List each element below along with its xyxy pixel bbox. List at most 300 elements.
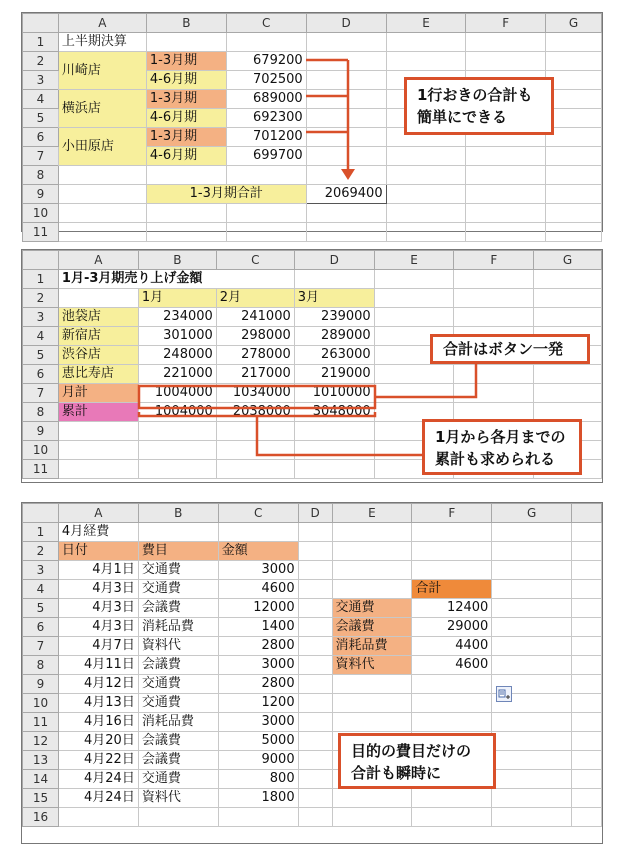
cell[interactable] — [492, 523, 572, 542]
cell[interactable] — [492, 751, 572, 770]
cell[interactable] — [572, 694, 602, 713]
row-header[interactable]: 6 — [23, 365, 59, 384]
cell[interactable] — [546, 185, 602, 204]
row-header[interactable]: 9 — [23, 185, 59, 204]
cell[interactable] — [492, 770, 572, 789]
category-cell[interactable]: 会議費 — [138, 732, 218, 751]
category-cell[interactable]: 会議費 — [138, 751, 218, 770]
value-cell[interactable]: 289000 — [294, 327, 374, 346]
period-cell[interactable]: 4-6月期 — [146, 109, 226, 128]
cell[interactable] — [332, 675, 412, 694]
cell[interactable] — [546, 204, 602, 223]
value-cell[interactable]: 278000 — [216, 346, 294, 365]
cell[interactable] — [298, 770, 332, 789]
amount-cell[interactable]: 3000 — [218, 713, 298, 732]
cell[interactable] — [226, 223, 306, 242]
cell[interactable] — [332, 523, 412, 542]
cell[interactable] — [298, 656, 332, 675]
col-header[interactable]: B — [138, 251, 216, 270]
title-cell[interactable]: 1月-3月期売り上げ金額 — [58, 270, 294, 289]
cell[interactable] — [546, 147, 602, 166]
cell[interactable] — [146, 204, 226, 223]
row-header[interactable]: 16 — [23, 808, 59, 827]
cell[interactable] — [454, 384, 534, 403]
cell[interactable] — [572, 542, 602, 561]
period-cell[interactable]: 4-6月期 — [146, 71, 226, 90]
cell[interactable] — [572, 523, 602, 542]
row-header[interactable]: 1 — [23, 270, 59, 289]
cell[interactable] — [332, 713, 412, 732]
cell[interactable] — [386, 33, 466, 52]
cell[interactable] — [534, 308, 602, 327]
category-cell[interactable]: 会議費 — [138, 599, 218, 618]
value-cell[interactable]: 239000 — [294, 308, 374, 327]
summary-label-cell[interactable]: 会議費 — [332, 618, 412, 637]
cell[interactable] — [454, 289, 534, 308]
row-header[interactable]: 10 — [23, 694, 59, 713]
cell[interactable] — [412, 542, 492, 561]
cell[interactable] — [386, 185, 466, 204]
monthly-total-cell[interactable]: 1034000 — [216, 384, 294, 403]
cell[interactable] — [534, 289, 602, 308]
cell[interactable] — [332, 580, 412, 599]
period-cell[interactable]: 1-3月期 — [146, 52, 226, 71]
cell[interactable] — [298, 713, 332, 732]
store-cell[interactable]: 恵比寿店 — [58, 365, 138, 384]
cell[interactable] — [58, 185, 146, 204]
cell[interactable] — [332, 789, 412, 808]
col-header[interactable]: G — [546, 14, 602, 33]
cell[interactable] — [492, 618, 572, 637]
cell[interactable] — [138, 808, 218, 827]
value-cell[interactable]: 699700 — [226, 147, 306, 166]
row-header[interactable]: 6 — [23, 618, 59, 637]
cell[interactable] — [226, 204, 306, 223]
row-header[interactable]: 7 — [23, 384, 59, 403]
cell[interactable] — [466, 52, 546, 71]
col-header[interactable]: B — [138, 504, 218, 523]
cell[interactable] — [412, 713, 492, 732]
cumulative-total-cell[interactable]: 3048000 — [294, 403, 374, 422]
col-header[interactable]: F — [466, 14, 546, 33]
cell[interactable] — [492, 599, 572, 618]
col-header[interactable] — [572, 504, 602, 523]
cell[interactable] — [572, 732, 602, 751]
amount-cell[interactable]: 1200 — [218, 694, 298, 713]
monthly-total-cell[interactable]: 1010000 — [294, 384, 374, 403]
row-header[interactable]: 10 — [23, 441, 59, 460]
cell[interactable] — [466, 223, 546, 242]
cell[interactable] — [534, 365, 602, 384]
category-cell[interactable]: 消耗品費 — [138, 618, 218, 637]
row-header[interactable]: 12 — [23, 732, 59, 751]
cell[interactable] — [572, 637, 602, 656]
cell[interactable] — [58, 204, 146, 223]
row-header[interactable]: 5 — [23, 109, 59, 128]
store-cell[interactable]: 横浜店 — [58, 90, 146, 128]
summary-value-cell[interactable]: 4400 — [412, 637, 492, 656]
cell[interactable] — [412, 561, 492, 580]
cell[interactable] — [572, 561, 602, 580]
col-header[interactable]: D — [294, 251, 374, 270]
cell[interactable] — [146, 223, 226, 242]
summary-label-cell[interactable]: 交通費 — [332, 599, 412, 618]
value-cell[interactable]: 221000 — [138, 365, 216, 384]
row-header[interactable]: 14 — [23, 770, 59, 789]
cell[interactable] — [306, 128, 386, 147]
cell[interactable] — [492, 732, 572, 751]
amount-cell[interactable]: 5000 — [218, 732, 298, 751]
total-value-cell[interactable]: 2069400 — [306, 185, 386, 204]
cell[interactable] — [294, 441, 374, 460]
amount-cell[interactable]: 1800 — [218, 789, 298, 808]
value-cell[interactable]: 689000 — [226, 90, 306, 109]
cell[interactable] — [374, 365, 454, 384]
cell[interactable] — [374, 384, 454, 403]
row-header[interactable]: 4 — [23, 580, 59, 599]
date-cell[interactable]: 4月3日 — [58, 580, 138, 599]
cell[interactable] — [572, 789, 602, 808]
cell[interactable] — [466, 33, 546, 52]
month-header[interactable]: 3月 — [294, 289, 374, 308]
col-header[interactable]: G — [534, 251, 602, 270]
row-header[interactable]: 5 — [23, 599, 59, 618]
cell[interactable] — [386, 223, 466, 242]
cell[interactable] — [298, 732, 332, 751]
month-header[interactable]: 2月 — [216, 289, 294, 308]
value-cell[interactable]: 298000 — [216, 327, 294, 346]
cell[interactable] — [298, 751, 332, 770]
summary-label-cell[interactable]: 資料代 — [332, 656, 412, 675]
cell[interactable] — [572, 580, 602, 599]
column-header-cell[interactable]: 費目 — [138, 542, 218, 561]
cell[interactable] — [298, 618, 332, 637]
cell[interactable] — [492, 542, 572, 561]
date-cell[interactable]: 4月13日 — [58, 694, 138, 713]
cell[interactable] — [138, 460, 216, 479]
col-header[interactable]: A — [58, 14, 146, 33]
period-cell[interactable]: 1-3月期 — [146, 128, 226, 147]
corner-cell[interactable] — [23, 504, 59, 523]
cell[interactable] — [306, 109, 386, 128]
value-cell[interactable]: 248000 — [138, 346, 216, 365]
col-header[interactable]: A — [58, 251, 138, 270]
row-header[interactable]: 11 — [23, 223, 59, 242]
col-header[interactable]: C — [226, 14, 306, 33]
cell[interactable] — [306, 52, 386, 71]
row-header[interactable]: 7 — [23, 147, 59, 166]
cell[interactable] — [572, 618, 602, 637]
cell[interactable] — [454, 365, 534, 384]
cell[interactable] — [412, 523, 492, 542]
cell[interactable] — [58, 460, 138, 479]
cell[interactable] — [546, 33, 602, 52]
cell[interactable] — [306, 33, 386, 52]
cell[interactable] — [412, 694, 492, 713]
cell[interactable] — [412, 808, 492, 827]
store-cell[interactable]: 新宿店 — [58, 327, 138, 346]
col-header[interactable]: G — [492, 504, 572, 523]
cell[interactable] — [386, 166, 466, 185]
cell[interactable] — [492, 789, 572, 808]
cell[interactable] — [138, 441, 216, 460]
row-header[interactable]: 7 — [23, 637, 59, 656]
monthly-total-cell[interactable]: 1004000 — [138, 384, 216, 403]
cell[interactable] — [492, 808, 572, 827]
category-cell[interactable]: 消耗品費 — [138, 713, 218, 732]
col-header[interactable]: C — [216, 251, 294, 270]
row-header[interactable]: 8 — [23, 656, 59, 675]
cell[interactable] — [386, 52, 466, 71]
cell[interactable] — [572, 656, 602, 675]
month-header[interactable]: 1月 — [138, 289, 216, 308]
row-header[interactable]: 1 — [23, 33, 59, 52]
cumulative-total-cell[interactable]: 1004000 — [138, 403, 216, 422]
cell[interactable] — [466, 166, 546, 185]
cell[interactable] — [58, 289, 138, 308]
corner-cell[interactable] — [23, 14, 59, 33]
cell[interactable] — [298, 561, 332, 580]
cell[interactable] — [226, 33, 306, 52]
period-cell[interactable]: 1-3月期 — [146, 90, 226, 109]
row-header[interactable]: 5 — [23, 346, 59, 365]
cell[interactable] — [546, 166, 602, 185]
amount-cell[interactable]: 4600 — [218, 580, 298, 599]
date-cell[interactable]: 4月16日 — [58, 713, 138, 732]
cell[interactable] — [294, 270, 374, 289]
cell[interactable] — [412, 675, 492, 694]
date-cell[interactable]: 4月1日 — [58, 561, 138, 580]
cell[interactable] — [492, 713, 572, 732]
cell[interactable] — [492, 637, 572, 656]
title-cell[interactable]: 4月経費 — [58, 523, 138, 542]
date-cell[interactable]: 4月20日 — [58, 732, 138, 751]
corner-cell[interactable] — [23, 251, 59, 270]
cell[interactable] — [218, 523, 298, 542]
date-cell[interactable]: 4月24日 — [58, 789, 138, 808]
cell[interactable] — [58, 422, 138, 441]
amount-cell[interactable]: 12000 — [218, 599, 298, 618]
value-cell[interactable]: 217000 — [216, 365, 294, 384]
cell[interactable] — [298, 808, 332, 827]
cell[interactable] — [216, 441, 294, 460]
value-cell[interactable]: 241000 — [216, 308, 294, 327]
row-header[interactable]: 13 — [23, 751, 59, 770]
cell[interactable] — [572, 808, 602, 827]
cell[interactable] — [58, 166, 146, 185]
total-label-cell[interactable]: 1-3月期合計 — [146, 185, 306, 204]
cell[interactable] — [306, 204, 386, 223]
row-header[interactable]: 11 — [23, 460, 59, 479]
row-header[interactable]: 10 — [23, 204, 59, 223]
row-header[interactable]: 6 — [23, 128, 59, 147]
amount-cell[interactable]: 9000 — [218, 751, 298, 770]
col-header[interactable]: C — [218, 504, 298, 523]
cell[interactable] — [466, 147, 546, 166]
cell[interactable] — [58, 223, 146, 242]
date-cell[interactable]: 4月22日 — [58, 751, 138, 770]
row-header[interactable]: 2 — [23, 542, 59, 561]
monthly-label-cell[interactable]: 月計 — [58, 384, 138, 403]
store-cell[interactable]: 池袋店 — [58, 308, 138, 327]
store-cell[interactable]: 渋谷店 — [58, 346, 138, 365]
summary-header-cell[interactable]: 合計 — [412, 580, 492, 599]
cell[interactable] — [298, 637, 332, 656]
value-cell[interactable]: 263000 — [294, 346, 374, 365]
date-cell[interactable]: 4月12日 — [58, 675, 138, 694]
cell[interactable] — [546, 223, 602, 242]
cell[interactable] — [412, 789, 492, 808]
col-header[interactable]: E — [374, 251, 454, 270]
date-cell[interactable]: 4月11日 — [58, 656, 138, 675]
row-header[interactable]: 8 — [23, 403, 59, 422]
value-cell[interactable]: 234000 — [138, 308, 216, 327]
cell[interactable] — [572, 675, 602, 694]
cell[interactable] — [298, 675, 332, 694]
cell[interactable] — [146, 33, 226, 52]
col-header[interactable]: F — [454, 251, 534, 270]
cell[interactable] — [534, 270, 602, 289]
paste-options-icon[interactable] — [496, 686, 512, 702]
cell[interactable] — [374, 308, 454, 327]
cell[interactable] — [534, 384, 602, 403]
store-cell[interactable]: 川崎店 — [58, 52, 146, 90]
cell[interactable] — [298, 694, 332, 713]
cell[interactable] — [492, 561, 572, 580]
column-header-cell[interactable]: 日付 — [58, 542, 138, 561]
cell[interactable] — [386, 204, 466, 223]
cell[interactable] — [386, 147, 466, 166]
cell[interactable] — [146, 166, 226, 185]
row-header[interactable]: 1 — [23, 523, 59, 542]
cell[interactable] — [58, 441, 138, 460]
category-cell[interactable]: 交通費 — [138, 561, 218, 580]
col-header[interactable]: D — [298, 504, 332, 523]
category-cell[interactable]: 交通費 — [138, 580, 218, 599]
cell[interactable] — [374, 289, 454, 308]
cell[interactable] — [138, 422, 216, 441]
store-cell[interactable]: 小田原店 — [58, 128, 146, 166]
cell[interactable] — [492, 580, 572, 599]
cell[interactable] — [572, 751, 602, 770]
cell[interactable] — [454, 308, 534, 327]
col-header[interactable]: E — [332, 504, 412, 523]
row-header[interactable]: 11 — [23, 713, 59, 732]
amount-cell[interactable]: 3000 — [218, 656, 298, 675]
cell[interactable] — [466, 204, 546, 223]
cell[interactable] — [306, 90, 386, 109]
col-header[interactable]: D — [306, 14, 386, 33]
category-cell[interactable]: 交通費 — [138, 694, 218, 713]
col-header[interactable]: F — [412, 504, 492, 523]
cell[interactable] — [298, 599, 332, 618]
cell[interactable] — [216, 422, 294, 441]
row-header[interactable]: 2 — [23, 52, 59, 71]
cell[interactable] — [454, 270, 534, 289]
cell[interactable] — [306, 166, 386, 185]
date-cell[interactable]: 4月7日 — [58, 637, 138, 656]
cell[interactable] — [306, 147, 386, 166]
cell[interactable] — [306, 71, 386, 90]
cell[interactable] — [492, 656, 572, 675]
date-cell[interactable]: 4月3日 — [58, 618, 138, 637]
amount-cell[interactable]: 1400 — [218, 618, 298, 637]
category-cell[interactable]: 資料代 — [138, 637, 218, 656]
cell[interactable] — [216, 460, 294, 479]
period-cell[interactable]: 4-6月期 — [146, 147, 226, 166]
cell[interactable] — [298, 580, 332, 599]
value-cell[interactable]: 219000 — [294, 365, 374, 384]
value-cell[interactable]: 702500 — [226, 71, 306, 90]
summary-label-cell[interactable]: 消耗品費 — [332, 637, 412, 656]
cell[interactable] — [218, 808, 298, 827]
amount-cell[interactable]: 3000 — [218, 561, 298, 580]
value-cell[interactable]: 692300 — [226, 109, 306, 128]
title-cell[interactable]: 上半期決算 — [58, 33, 146, 52]
cell[interactable] — [58, 808, 138, 827]
cell[interactable] — [138, 523, 218, 542]
cell[interactable] — [572, 713, 602, 732]
date-cell[interactable]: 4月24日 — [58, 770, 138, 789]
category-cell[interactable]: 資料代 — [138, 789, 218, 808]
cell[interactable] — [546, 52, 602, 71]
cell[interactable] — [306, 223, 386, 242]
category-cell[interactable]: 交通費 — [138, 770, 218, 789]
row-header[interactable]: 9 — [23, 675, 59, 694]
cumulative-total-cell[interactable]: 2038000 — [216, 403, 294, 422]
amount-cell[interactable]: 2800 — [218, 637, 298, 656]
summary-value-cell[interactable]: 29000 — [412, 618, 492, 637]
row-header[interactable]: 4 — [23, 90, 59, 109]
column-header-cell[interactable]: 金額 — [218, 542, 298, 561]
row-header[interactable]: 15 — [23, 789, 59, 808]
amount-cell[interactable]: 2800 — [218, 675, 298, 694]
value-cell[interactable]: 301000 — [138, 327, 216, 346]
cell[interactable] — [332, 542, 412, 561]
cell[interactable] — [226, 166, 306, 185]
cell[interactable] — [332, 808, 412, 827]
cell[interactable] — [332, 694, 412, 713]
row-header[interactable]: 3 — [23, 308, 59, 327]
row-header[interactable]: 9 — [23, 422, 59, 441]
cumulative-label-cell[interactable]: 累計 — [58, 403, 138, 422]
category-cell[interactable]: 交通費 — [138, 675, 218, 694]
col-header[interactable]: B — [146, 14, 226, 33]
row-header[interactable]: 3 — [23, 71, 59, 90]
cell[interactable] — [374, 270, 454, 289]
value-cell[interactable]: 701200 — [226, 128, 306, 147]
cell[interactable] — [298, 789, 332, 808]
cell[interactable] — [294, 422, 374, 441]
cell[interactable] — [466, 185, 546, 204]
amount-cell[interactable]: 800 — [218, 770, 298, 789]
row-header[interactable]: 8 — [23, 166, 59, 185]
cell[interactable] — [298, 542, 332, 561]
col-header[interactable]: E — [386, 14, 466, 33]
row-header[interactable]: 4 — [23, 327, 59, 346]
cell[interactable] — [332, 561, 412, 580]
cell[interactable] — [572, 770, 602, 789]
date-cell[interactable]: 4月3日 — [58, 599, 138, 618]
row-header[interactable]: 3 — [23, 561, 59, 580]
summary-value-cell[interactable]: 12400 — [412, 599, 492, 618]
cell[interactable] — [298, 523, 332, 542]
value-cell[interactable]: 679200 — [226, 52, 306, 71]
category-cell[interactable]: 会議費 — [138, 656, 218, 675]
row-header[interactable]: 2 — [23, 289, 59, 308]
cell[interactable] — [572, 599, 602, 618]
cell[interactable] — [294, 460, 374, 479]
